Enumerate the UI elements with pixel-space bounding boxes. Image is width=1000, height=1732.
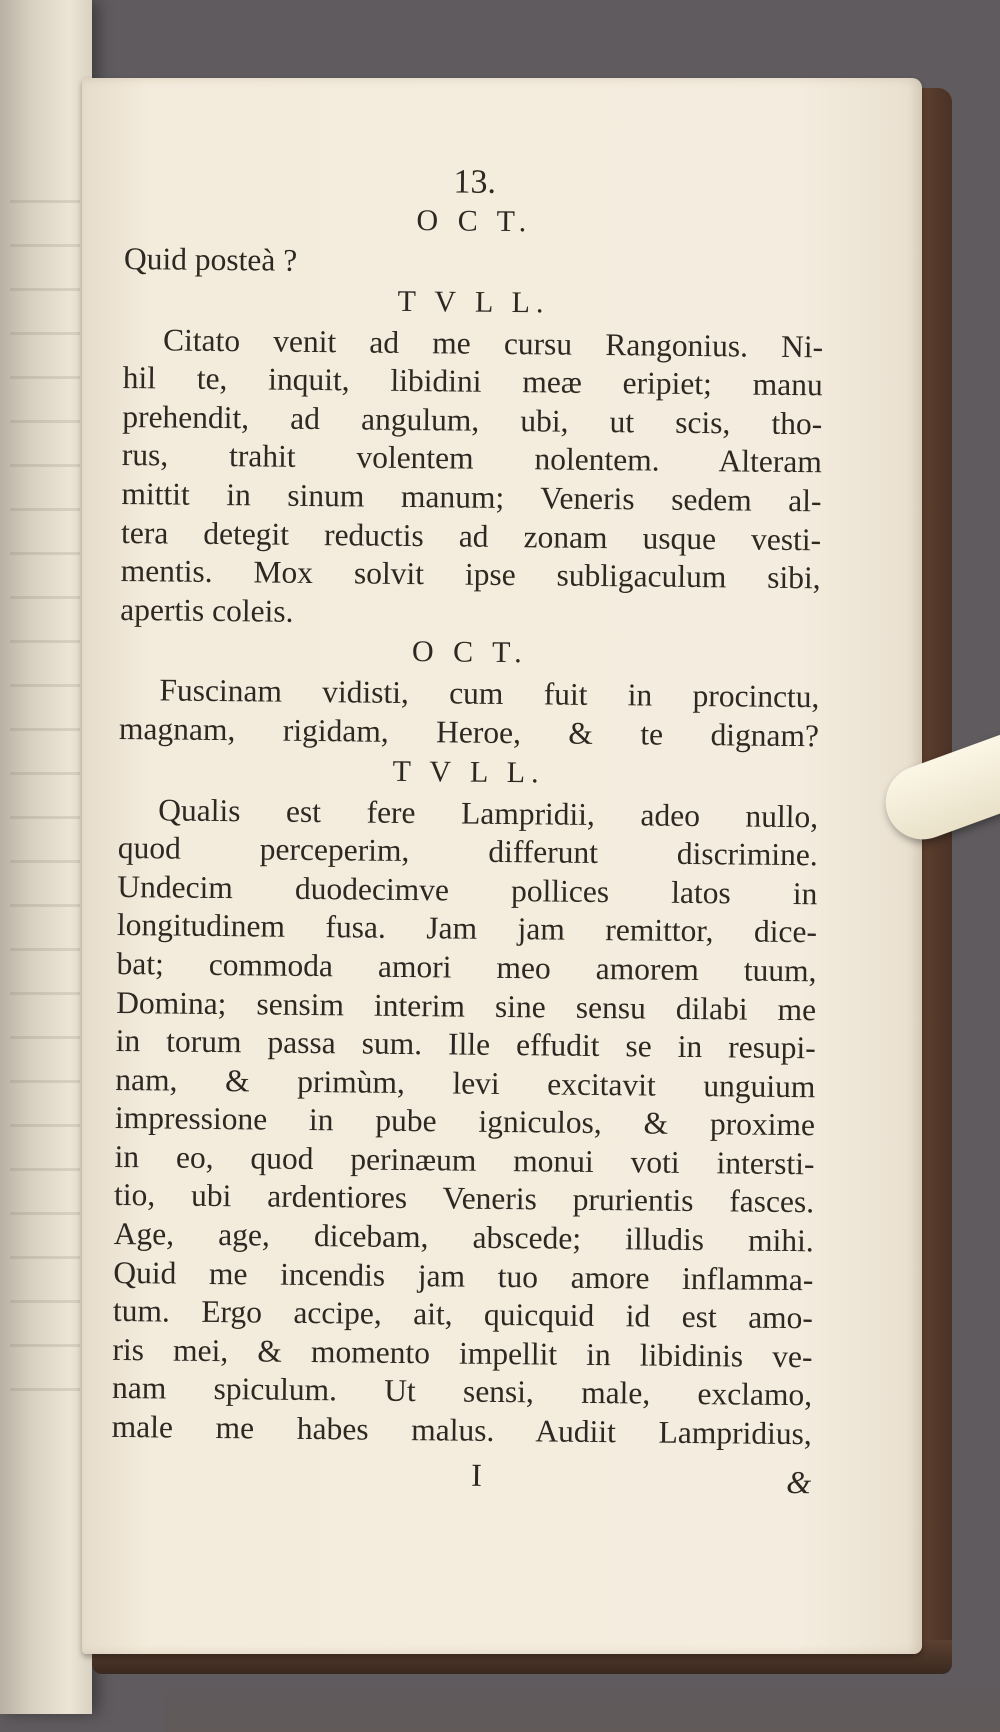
text-line: impressione in pube igniculos, & proxime <box>114 1100 816 1143</box>
text-line: in eo, quod perinæum monui voti intersti- <box>114 1138 815 1182</box>
text-line: Undecim duodecimve pollices latos in <box>117 868 818 912</box>
text-line: Domina; sensim interim sine sensu dilabi me <box>115 984 817 1027</box>
signature-mark: I <box>471 1456 483 1493</box>
facing-page-edge <box>0 0 92 1714</box>
text-line: Age, age, dicebam, abscede; illudis mihi. <box>113 1216 814 1259</box>
text-line: Qualis est fere Lampridii, adeo nullo, <box>158 791 819 834</box>
page-text-block <box>111 160 825 1510</box>
speaker-heading: T V L L. <box>392 754 545 789</box>
speaker-heading: O C T. <box>416 204 533 239</box>
text-line: mentis. Mox solvit ipse subligaculum sibi, <box>120 553 821 596</box>
text-line: bat; commoda amori meo amorem tuum, <box>116 945 817 989</box>
text-line: quod perceperim, differunt discrimine. <box>117 830 818 873</box>
speaker-heading: T V L L. <box>397 284 550 320</box>
text-lines <box>112 198 825 1454</box>
text-line: tio, ubi ardentiores Veneris prurientis fasces. <box>113 1177 815 1220</box>
text-line: Fuscinam vidisti, cum fuit in procinctu, <box>159 672 820 715</box>
text-line: nam, & primùm, levi excitavit unguium <box>115 1061 816 1104</box>
text-line: longitudinem fusa. Jam jam remittor, dice- <box>116 907 818 950</box>
text-line: Quid me incendis jam tuo amore inflamma- <box>113 1254 814 1297</box>
text-line: tera detegit reductis ad zonam usque vesti- <box>120 514 822 557</box>
text-line: Quid posteà ? <box>123 240 298 278</box>
text-line: mittit in sinum manum; Veneris sedem al- <box>121 475 822 519</box>
text-line: nam spiculum. Ut sensi, male, exclamo, <box>111 1370 813 1413</box>
text-line: male me habes malus. Audiit Lampridius, <box>111 1408 812 1452</box>
text-line: in torum passa sum. Ille effudit se in resupi- <box>115 1023 816 1066</box>
page-number: 13. <box>453 163 497 201</box>
page-shading <box>164 1678 1000 1732</box>
text-line: hil te, inquit, libidini meæ eripiet; manu <box>122 360 823 403</box>
speaker-heading: O C T. <box>411 635 528 670</box>
catchword: & <box>786 1463 812 1500</box>
text-line: Citato venit ad me cursu Rangonius. Ni- <box>162 322 824 364</box>
page-footer <box>111 1453 811 1510</box>
text-line: magnam, rigidam, Heroe, & te dignam? <box>118 710 820 754</box>
text-line: rus, trahit volentem nolentem. Alteram <box>121 437 823 480</box>
text-line: apertis coleis. <box>120 591 294 629</box>
text-line: tum. Ergo accipe, ait, quicquid id est amo- <box>112 1293 814 1336</box>
text-line: ris mei, & momento impellit in libidinis ve- <box>112 1331 813 1375</box>
facing-page-text-edge <box>10 200 80 1400</box>
text-line: prehendit, ad angulum, ubi, ut scis, tho- <box>122 398 823 442</box>
